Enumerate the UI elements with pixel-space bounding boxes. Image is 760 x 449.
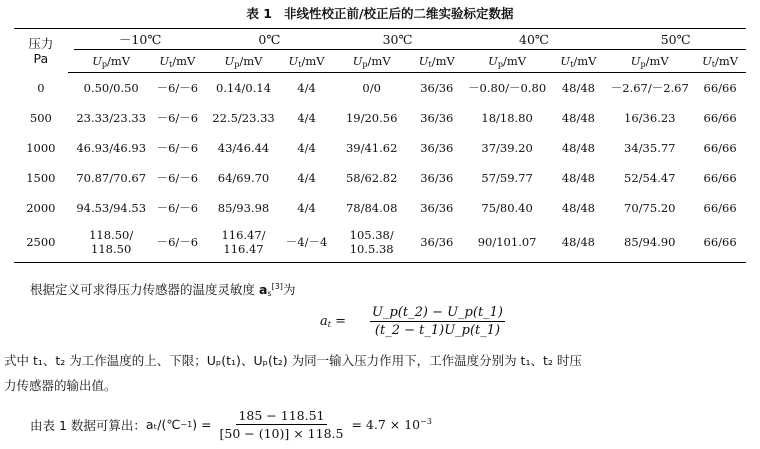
formula-lhs: $a_t$ =	[320, 314, 347, 329]
table-cell: 46.93/46.93	[76, 140, 147, 155]
pressure-cell: 500	[29, 110, 52, 125]
temp-header: 30℃	[332, 29, 462, 50]
table-title: 非线性校正前/校正后的二维实验标定数据	[283, 6, 514, 21]
table-row	[14, 193, 746, 223]
formula-explanation: 式中 t₁、t₂ 为工作温度的上、下限；Uₚ(t₁)、Uₚ(t₂) 为同一输入压力作用下，工作温度分别为 t₁、t₂ 时压	[4, 353, 582, 368]
calculation-line: 由表 1 数据可算出： aₜ/(℃ −1 ) = $\frac{185 - 118.51}{[50 - (10)] \times 118.5}$ = $4.7 \times 10^{-3}$	[30, 408, 432, 441]
table-cell: －4/－4	[281, 223, 333, 263]
table-cell: 48/48	[561, 80, 596, 95]
table-cell: 70.87/70.67	[76, 170, 147, 185]
table-cell: 78/84.08	[345, 200, 398, 215]
formula-numerator: U_p(t_2) − U_p(t_1)	[372, 305, 504, 320]
table-row	[14, 163, 746, 193]
temp-header: 50℃	[605, 29, 746, 50]
sub-header: $U_p/mV$	[206, 50, 280, 73]
formula-fraction	[370, 305, 505, 338]
pressure-cell: 1000	[26, 140, 56, 155]
table-cell: 36/36	[411, 223, 463, 263]
table-cell: 23.33/23.33	[76, 110, 147, 125]
table-cell: 36/36	[420, 80, 454, 95]
table-cell: 94.53/94.53	[76, 200, 147, 215]
table-cell: 43/46.44	[217, 140, 270, 155]
sub-header: $U_p/mV$	[74, 50, 148, 73]
table-cell: 118.50/ 118.50	[74, 223, 148, 263]
table-row	[14, 223, 746, 263]
table-cell: 0.50/0.50	[83, 80, 139, 95]
sub-header: $U_p/mV$	[332, 50, 411, 73]
pressure-cell: 2500	[14, 223, 68, 263]
table-cell: 48/48	[561, 170, 596, 185]
table-cell: 75/80.40	[481, 200, 533, 215]
table-cell: 36/36	[420, 200, 454, 215]
table-cell: 37/39.20	[481, 140, 533, 155]
table-caption	[0, 4, 760, 22]
table-cell: 58/62.82	[345, 170, 398, 185]
sub-header: $U_t/mV$	[411, 50, 463, 73]
calculation-result: = $4.7 \times 10^{-3}$	[351, 416, 432, 433]
table-cell: 66/66	[694, 223, 746, 263]
table-cell: 64/69.70	[217, 170, 270, 185]
table-cell: 116.47/ 116.47	[206, 223, 280, 263]
table-cell: －6/－6	[156, 80, 199, 95]
table-cell: 48/48	[561, 200, 596, 215]
temp-header: 40℃	[463, 29, 606, 50]
formula-explanation-cont: 力传感器的输出值。	[4, 378, 117, 393]
table-cell: 39/41.62	[345, 140, 398, 155]
pressure-header: 压力 Pa	[28, 35, 54, 66]
table-cell: －6/－6	[148, 223, 206, 263]
pressure-cell: 1500	[26, 170, 56, 185]
table-row	[14, 103, 746, 133]
table-cell: 85/93.98	[217, 200, 270, 215]
table-row	[14, 73, 746, 103]
table-cell: －6/－6	[156, 140, 199, 155]
table-number: 表 1	[246, 6, 272, 21]
temp-header: －10℃	[74, 29, 206, 50]
table-cell: －2.67/－2.67	[610, 80, 689, 95]
sub-header: $U_p/mV$	[463, 50, 552, 73]
sub-header: $U_t/mV$	[552, 50, 606, 73]
calculation-denominator: [50 − (10)] × 118.5	[219, 426, 344, 441]
table-cell: 48/48	[561, 140, 596, 155]
table-cell: 90/101.07	[463, 223, 552, 263]
sensitivity-intro: 根据定义可求得压力传感器的温度灵敏度 $a_s[3]$为	[30, 281, 296, 298]
table-cell: －6/－6	[156, 170, 199, 185]
table-cell: 22.5/23.33	[212, 110, 275, 125]
table-cell: 4/4	[297, 140, 316, 155]
table-cell: 36/36	[420, 110, 454, 125]
sub-header: $U_p/mV$	[605, 50, 694, 73]
table-cell: 85/94.90	[605, 223, 694, 263]
table-cell: 4/4	[297, 170, 316, 185]
table-row	[14, 133, 746, 163]
table-cell: 70/75.20	[624, 200, 676, 215]
table-cell: 4/4	[297, 80, 316, 95]
table-cell: 34/35.77	[624, 140, 676, 155]
table-cell: 66/66	[703, 140, 737, 155]
table-cell: －0.80/－0.80	[468, 80, 547, 95]
table-cell: 66/66	[703, 170, 737, 185]
calculation-numerator: 185 − 118.51	[238, 408, 325, 423]
table-cell: 52/54.47	[624, 170, 676, 185]
table-cell: 66/66	[703, 200, 737, 215]
table-cell: －6/－6	[156, 110, 199, 125]
table-cell: 0.14/0.14	[215, 80, 272, 95]
table-cell: －6/－6	[156, 200, 199, 215]
table-cell: 0/0	[362, 80, 381, 95]
calibration-table	[14, 28, 746, 263]
sub-header: $U_t/mV$	[148, 50, 206, 73]
formula-denominator: (t_2 − t_1)U_p(t_1)	[374, 323, 501, 338]
temp-header: 0℃	[206, 29, 332, 50]
table-cell: 66/66	[703, 110, 737, 125]
table-cell: 19/20.56	[345, 110, 398, 125]
table-cell: 4/4	[297, 110, 316, 125]
table-cell: 36/36	[420, 140, 454, 155]
table-cell: 105.38/ 10.5.38	[332, 223, 411, 263]
table-cell: 66/66	[703, 80, 737, 95]
table-cell: 4/4	[297, 200, 316, 215]
table-cell: 36/36	[420, 170, 454, 185]
calculation-fraction	[220, 408, 344, 441]
pressure-cell: 2000	[26, 200, 56, 215]
table-cell: 57/59.77	[481, 170, 533, 185]
sub-header: $U_t/mV$	[281, 50, 333, 73]
table-cell: 18/18.80	[481, 110, 533, 125]
sensitivity-formula	[320, 305, 505, 338]
table-cell: 48/48	[561, 110, 596, 125]
sub-header: $U_t/mV$	[694, 50, 746, 73]
table-cell: 16/36.23	[624, 110, 676, 125]
pressure-cell: 0	[37, 80, 45, 95]
table-cell: 48/48	[552, 223, 606, 263]
